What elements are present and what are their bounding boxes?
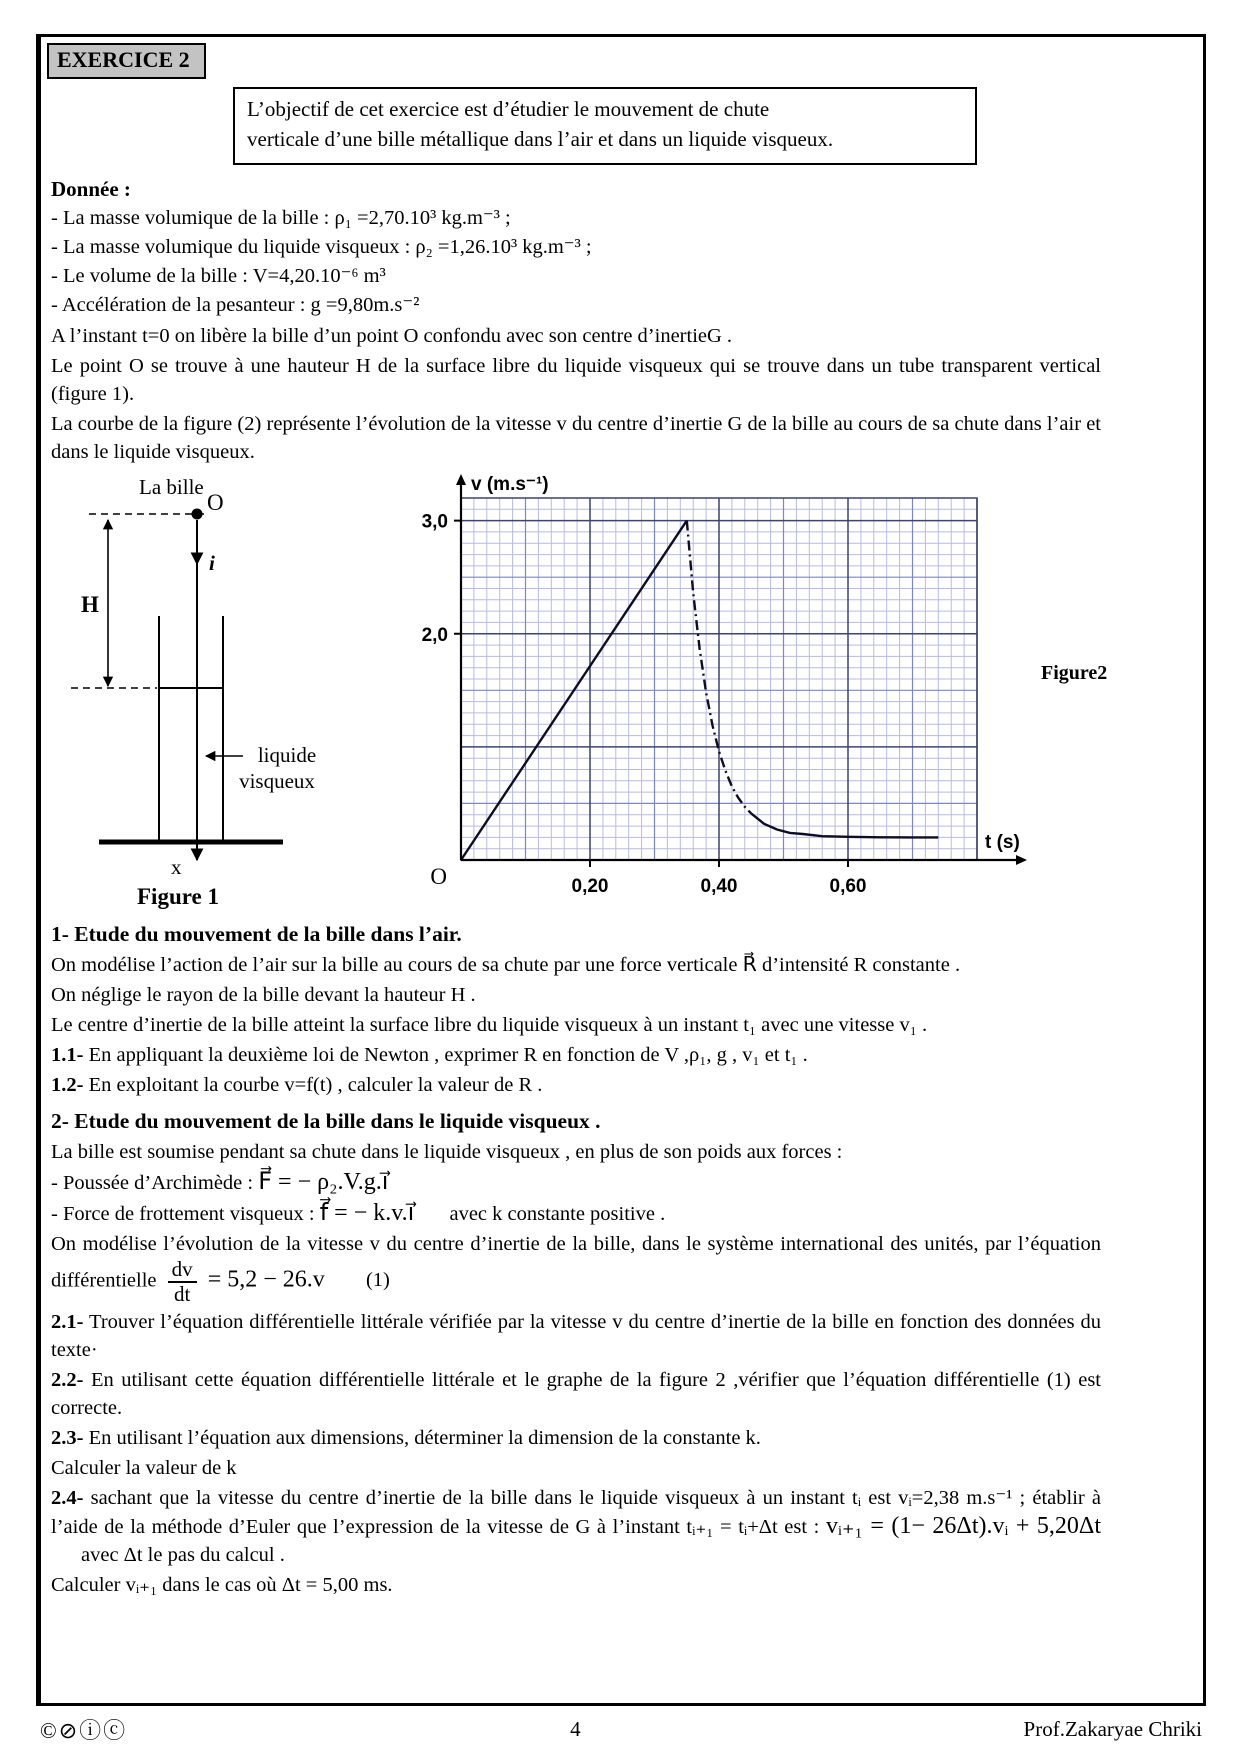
archimede-force-line (51, 1168, 1101, 1197)
data-item-gravity: - Accélération de la pesanteur : g =9,80m.s⁻² (51, 293, 420, 316)
cc-icon-3: ⓘ (79, 1718, 104, 1743)
question-2-1-label: 2.1- (51, 1310, 84, 1333)
cc-icon-2: ⊘ (58, 1718, 80, 1743)
question-2-2 (51, 1366, 1101, 1422)
friction-label: - Force de frottement visqueux : (51, 1202, 315, 1225)
data-heading: Donnée : (51, 176, 131, 201)
x-tick-label: 0,20 (571, 875, 609, 897)
fraction-numerator: dv (168, 1258, 197, 1284)
data-item-density-liquid: - La masse volumique du liquide visqueux : ρ₂ =1,26.10³ kg.m⁻³ ; (51, 235, 592, 258)
x-axis-label: x (171, 854, 182, 879)
cc-icon-1: © (40, 1718, 59, 1743)
axis-labels (422, 474, 1020, 897)
document-content (41, 165, 1203, 1599)
liquid-label-line2: visqueux (239, 768, 315, 793)
equation-number: (1) (365, 1269, 390, 1292)
differential-equation-paragraph (51, 1230, 1101, 1306)
height-label: H (81, 591, 99, 617)
archimede-label: - Poussée d’Archimède : (51, 1171, 254, 1194)
cc-license-icons (40, 1714, 127, 1745)
page-frame (36, 34, 1206, 1706)
section1-title: 1- Etude du mouvement de la bille dans l’air. (51, 921, 462, 946)
intro-paragraph-1: A l’instant t=0 on libère la bille d’un point O confondu avec son centre d’inertieG . (51, 324, 733, 347)
question-1-2-label: 1.2- (51, 1073, 84, 1096)
intro-paragraph-3: La courbe de la figure (2) représente l’évolution de la vitesse v du centre d’inertie G de la bille au cours de sa chute dans l’air et dans le liquide visqueux. (51, 412, 1101, 463)
figure2-velocity-chart (381, 470, 1031, 912)
question-2-3 (51, 1424, 1101, 1452)
euler-note: avec Δt le pas du calcul . (81, 1543, 285, 1566)
section1-paragraph-3: Le centre d’inertie de la bille atteint la surface libre du liquide visqueux à un instant t₁ avec une vitesse v₁ . (51, 1013, 928, 1036)
friction-force-line (51, 1199, 1101, 1228)
y-tick-label: 2,0 (421, 624, 448, 646)
figure2-caption: Figure2 (1041, 661, 1108, 684)
question-2-1-text: Trouver l’équation différentielle littérale vérifiée par la vitesse v du centre d’inertie de la bille en fonction des données du texte· (51, 1310, 1101, 1361)
question-2-2-label: 2.2- (51, 1368, 84, 1391)
x-tick-label: 0,60 (829, 875, 867, 897)
ball (192, 508, 203, 519)
origin-point-label: O (207, 489, 224, 515)
ball-label: La bille (139, 474, 204, 499)
x-axis-title: t (s) (985, 831, 1020, 853)
question-1-1-text: En appliquant la deuxième loi de Newton , exprimer R en fonction de V ,ρ₁, g , v₁ et t₁ . (88, 1043, 808, 1066)
exercise-title: EXERCICE 2 (47, 43, 206, 79)
question-2-3-label: 2.3- (51, 1426, 84, 1449)
author-credit: Prof.Zakaryae Chriki (1023, 1717, 1202, 1741)
fraction-denominator: dt (173, 1282, 191, 1307)
question-2-4-compute: Calculer vᵢ₊₁ dans le cas où Δt = 5,00 ms. (51, 1573, 393, 1596)
intro-paragraph-2: Le point O se trouve à une hauteur H de la surface libre du liquide visqueux qui se trouve dans un tube transparent vertical (figure 1). (51, 354, 1101, 405)
y-axis-title: v (m.s⁻¹) (471, 473, 549, 495)
question-2-4 (51, 1484, 1101, 1569)
x-tick-label: 0,40 (700, 875, 738, 897)
objective-box (233, 87, 977, 165)
question-1-1-label: 1.1- (51, 1043, 84, 1066)
section2-title: 2- Etude du mouvement de la bille dans le liquide visqueux . (51, 1108, 601, 1133)
question-1-2-text: En exploitant la courbe v=f(t) , calculer la valeur de R . (88, 1073, 543, 1096)
question-1-2 (51, 1071, 1101, 1099)
section2-paragraph-1: La bille est soumise pendant sa chute dans le liquide visqueux , en plus de son poids aux forces : (51, 1140, 843, 1163)
data-item-volume: - Le volume de la bille : V=4,20.10⁻⁶ m³ (51, 264, 386, 287)
archimede-equation: F⃗ = − ρ₂.V.g.i⃗ (258, 1168, 389, 1195)
section1-paragraph-2: On néglige le rayon de la bille devant la hauteur H . (51, 983, 476, 1006)
liquid-label-line1: liquide (257, 742, 317, 767)
objective-line-2: verticale d’une bille métallique dans l’air et dans un liquide visqueux. (247, 126, 834, 151)
y-tick-label: 3,0 (421, 511, 448, 533)
question-2-1 (51, 1308, 1101, 1364)
question-1-1 (51, 1041, 1101, 1069)
question-2-4-label: 2.4- (51, 1486, 84, 1509)
model-text: On modélise l’évolution de la vitesse v du centre d’inertie de la bille, dans le système international des unités, par l’équation différentielle (51, 1232, 1101, 1292)
question-2-4-text: sachant que la vitesse du centre d’inertie de la bille dans le liquide visqueux à un instant tᵢ est vᵢ=2,38 m.s⁻¹ ; établir à l’aide de la méthode d’Euler que l’expression de la vitesse de G à l’instant tᵢ₊₁ = tᵢ+Δt est : (51, 1486, 1101, 1538)
question-2-2-text: En utilisant cette équation différentielle littérale et le graphe de la figure 2 ,vérifier que l’équation différentielle (1) est correcte. (51, 1368, 1101, 1419)
friction-equation: f⃗ = − k.v.i⃗ (319, 1199, 415, 1226)
differential-equation-rhs: = 5,2 − 26.v (207, 1266, 325, 1293)
axes (456, 474, 1027, 865)
figure1-tube-diagram (51, 470, 381, 912)
velocity-curve-segment-3 (751, 813, 938, 837)
page-number: 4 (570, 1717, 581, 1741)
figures-row (51, 470, 1203, 912)
data-item-density-ball: - La masse volumique de la bille : ρ₁ =2,70.10³ kg.m⁻³ ; (51, 206, 511, 229)
origin-label: O (430, 863, 447, 889)
question-2-3-text: En utilisant l’équation aux dimensions, déterminer la dimension de la constante k. (88, 1426, 761, 1449)
question-2-3-continued: Calculer la valeur de k (51, 1456, 237, 1479)
dv-dt-fraction (168, 1258, 197, 1306)
cc-icon-4: ⓒ (103, 1718, 128, 1743)
friction-note: avec k constante positive . (449, 1202, 666, 1225)
euler-equation: vᵢ₊₁ = (1− 26Δt).vᵢ + 5,20Δt (825, 1512, 1101, 1539)
unit-vector-label: i⃗ (209, 550, 232, 575)
section1-paragraph-1: On modélise l’action de l’air sur la bille au cours de sa chute par une force verticale R⃗ d’intensité R constante . (51, 953, 961, 976)
page-footer (36, 1714, 1206, 1745)
figure1-caption: Figure 1 (137, 883, 219, 909)
objective-line-1: L’objectif de cet exercice est d’étudier le mouvement de chute (247, 97, 770, 121)
